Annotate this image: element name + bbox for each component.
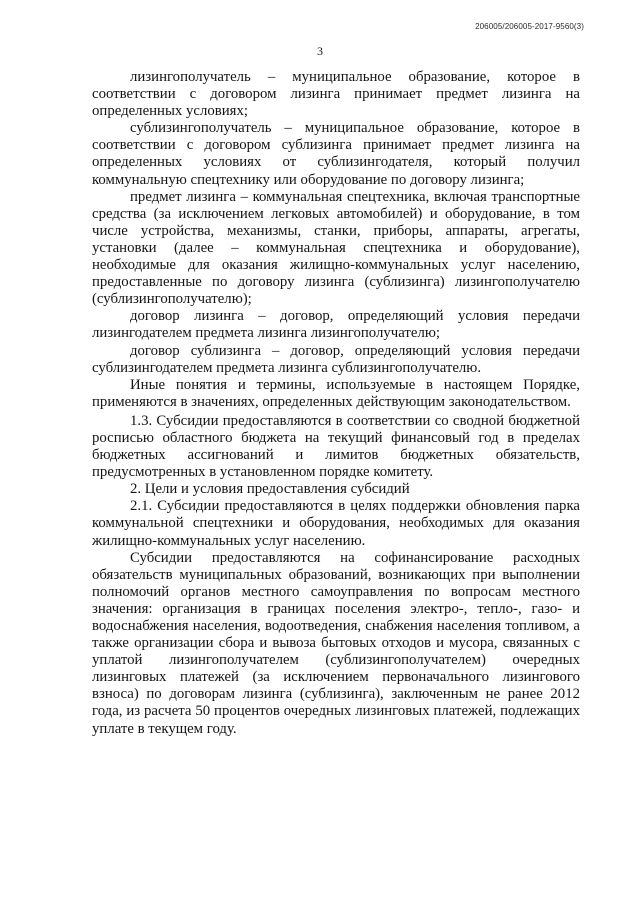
- definition-leasing-subject: предмет лизинга – коммунальная спецтехника, включая транспортные средства (за исключением легковых автомобилей) и оборудование, в том числе устройства, механизмы, станки, приборы, аппараты, агрегаты, установки (далее – коммунальная спецтехника и оборудование), необходимые для оказания жилищно-коммунальных услуг населению, предоставленные по договору лизинга (сублизинга) лизингополучателю (сублизингополучателю);: [92, 188, 580, 308]
- definition-other-terms: Иные понятия и термины, используемые в настоящем Порядке, применяются в значениях, определенных действующим законодательством.: [92, 376, 580, 410]
- definition-lessee: лизингополучатель – муниципальное образование, которое в соответствии с договором лизинга принимает предмет лизинга на определенных условиях;: [92, 69, 580, 120]
- page-number: 3: [317, 44, 323, 58]
- definition-sublessee: сублизингополучатель – муниципальное образование, которое в соответствии с договором сублизинга принимает предмет лизинга на определенных условиях от сублизингодателя, который получил коммунальную спецтехнику или оборудование по договору лизинга;: [92, 120, 580, 188]
- definition-subleasing-contract: договор сублизинга – договор, определяющий условия передачи сублизингодателем предмета лизинга сублизингополучателю.: [92, 342, 580, 376]
- section-2-heading: 2. Цели и условия предоставления субсидий: [130, 481, 410, 498]
- clause-1-3: 1.3. Субсидии предоставляются в соответствии со сводной бюджетной росписью областного бюджета на текущий финансовый год в пределах бюджетных ассигнований и лимитов бюджетных обязательств, предусмотренных в установленном порядке комитету.: [92, 412, 580, 481]
- document-body: [92, 69, 580, 738]
- document-id: 206005/206005-2017-9560(3): [475, 22, 584, 31]
- clause-2-1: 2.1. Субсидии предоставляются в целях поддержки обновления парка коммунальной спецтехники и оборудования, необходимых для оказания жилищно-коммунальных услуг населению.: [92, 498, 580, 549]
- clause-2-1-subsidies-paragraph: Субсидии предоставляются на софинансирование расходных обязательств муниципальных образований, возникающих при выполнении полномочий органов местного самоуправления по вопросам местного значения: организация в границах поселения электро-, тепло-, газо- и водоснабжения населения, водоотведения, снабжения населения топливом, а также организации сбора и вывоза бытовых отходов и мусора, связанных с уплатой лизингополучателем (сублизингополучателем) очередных лизинговых платежей (за исключением первоначального лизингового взноса) по договорам лизинга (сублизинга), заключенным не ранее 2012 года, из расчета 50 процентов очередных лизинговых платежей, подлежащих уплате в текущем году.: [92, 549, 580, 737]
- definition-leasing-contract: договор лизинга – договор, определяющий условия передачи лизингодателем предмета лизинга лизингополучателю;: [92, 308, 580, 342]
